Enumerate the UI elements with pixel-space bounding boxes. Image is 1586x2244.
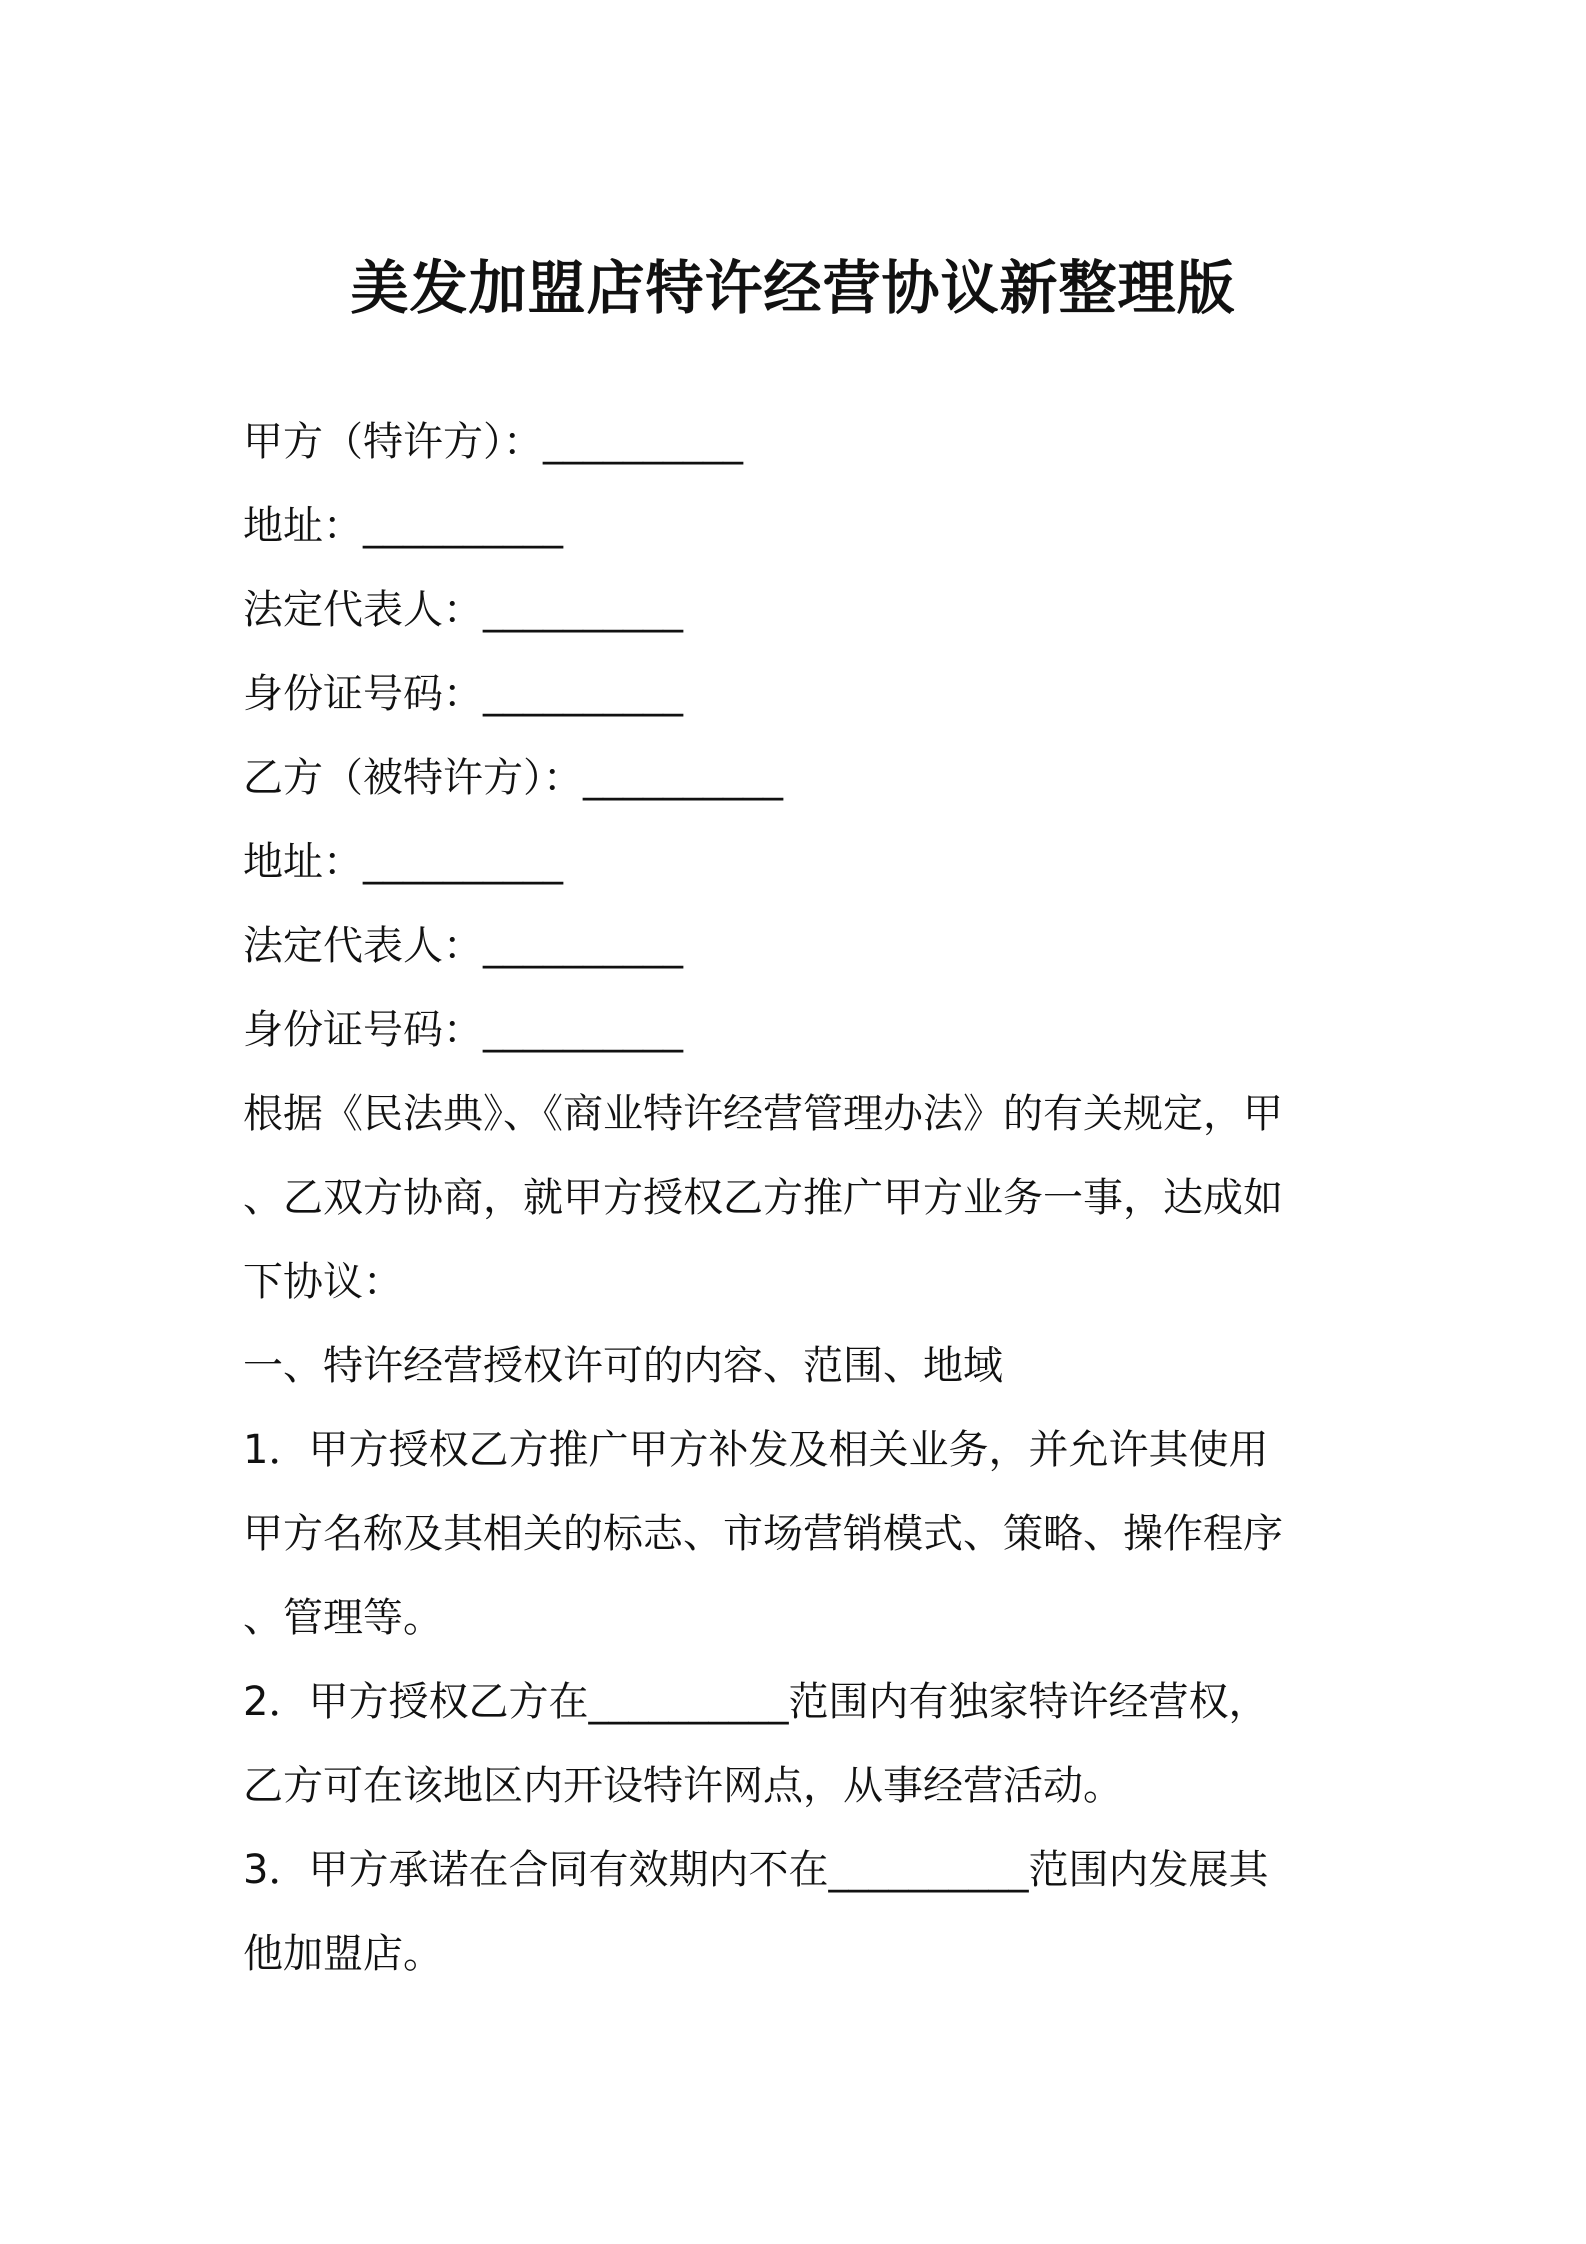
party-a-address-line: 地址：__________ bbox=[243, 503, 563, 549]
clause-line: 、管理等。 bbox=[243, 1595, 443, 1641]
preamble-line: 根据《民法典》、《商业特许经营管理办法》的有关规定，甲 bbox=[243, 1091, 1283, 1137]
preamble-line: 、乙双方协商，就甲方授权乙方推广甲方业务一事，达成如 bbox=[243, 1175, 1283, 1221]
clause-line: 3．甲方承诺在合同有效期内不在__________范围内发展其 bbox=[243, 1847, 1269, 1893]
clause-line: 乙方可在该地区内开设特许网点，从事经营活动。 bbox=[243, 1763, 1123, 1809]
party-b-name-line: 乙方（被特许方）：__________ bbox=[243, 755, 783, 801]
party-b-address-line: 地址：__________ bbox=[243, 839, 563, 885]
clause-line: 2．甲方授权乙方在__________范围内有独家特许经营权， bbox=[243, 1679, 1269, 1725]
document-body bbox=[243, 400, 1358, 1996]
clause-line: 1．甲方授权乙方推广甲方补发及相关业务，并允许其使用 bbox=[243, 1427, 1269, 1473]
document-title: 美发加盟店特许经营协议新整理版 bbox=[350, 254, 1236, 322]
party-a-name-line: 甲方（特许方）：__________ bbox=[243, 419, 743, 465]
party-b-representative-line: 法定代表人：__________ bbox=[243, 923, 683, 969]
section-heading: 一、特许经营授权许可的内容、范围、地域 bbox=[243, 1343, 1003, 1389]
party-a-representative-line: 法定代表人：__________ bbox=[243, 587, 683, 633]
clause-line: 甲方名称及其相关的标志、市场营销模式、策略、操作程序 bbox=[243, 1511, 1283, 1557]
preamble-line: 下协议： bbox=[243, 1259, 403, 1305]
clause-line: 他加盟店。 bbox=[243, 1931, 443, 1977]
party-b-id-line: 身份证号码：__________ bbox=[243, 1007, 683, 1053]
party-a-id-line: 身份证号码：__________ bbox=[243, 671, 683, 717]
